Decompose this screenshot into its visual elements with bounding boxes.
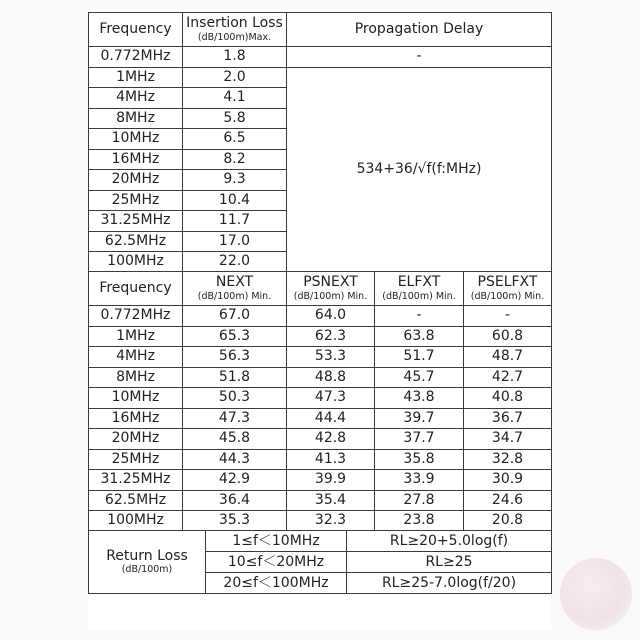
elfxt-cell: 63.8 <box>375 326 464 347</box>
frequency-cell: 25MHz <box>89 449 183 470</box>
pselfxt-cell: - <box>464 306 552 327</box>
psnext-cell: 41.3 <box>287 449 375 470</box>
pselfxt-cell: 48.7 <box>464 347 552 368</box>
return-loss-value-cell: RL≥25-7.0log(f/20) <box>347 573 552 594</box>
elfxt-cell: - <box>375 306 464 327</box>
return-loss-label: Return Loss (dB/100m) <box>89 531 206 594</box>
next-cell: 47.3 <box>183 408 287 429</box>
pselfxt-cell: 36.7 <box>464 408 552 429</box>
table-row <box>89 408 552 429</box>
frequency-cell: 100MHz <box>89 511 183 532</box>
spec-sheet <box>88 12 551 630</box>
next-unit: (dB/100m) Min. <box>197 290 272 302</box>
frequency-cell: 16MHz <box>89 149 183 170</box>
pselfxt-cell: 34.7 <box>464 429 552 450</box>
frequency-cell: 16MHz <box>89 408 183 429</box>
next-cell: 56.3 <box>183 347 287 368</box>
next-cell: 44.3 <box>183 449 287 470</box>
next-cell: 67.0 <box>183 306 287 327</box>
frequency-header: Frequency <box>89 13 183 47</box>
table-row <box>89 388 552 409</box>
pselfxt-cell: 32.8 <box>464 449 552 470</box>
next-cell: 36.4 <box>183 490 287 511</box>
table-row <box>89 429 552 450</box>
table-row <box>89 449 552 470</box>
insertion-loss-cell: 4.1 <box>183 88 287 109</box>
frequency-cell: 1MHz <box>89 67 183 88</box>
next-cell: 45.8 <box>183 429 287 450</box>
return-loss-unit: (dB/100m) <box>121 564 173 576</box>
table-row <box>89 347 552 368</box>
psnext-cell: 62.3 <box>287 326 375 347</box>
table1-header-row <box>89 13 552 47</box>
pselfxt-unit: (dB/100m) Min. <box>470 290 545 302</box>
psnext-cell: 47.3 <box>287 388 375 409</box>
table2-header-row <box>89 272 552 306</box>
elfxt-header: ELFXT (dB/100m) Min. <box>375 272 464 306</box>
frequency-header: Frequency <box>89 272 183 306</box>
table-row <box>89 326 552 347</box>
frequency-cell: 10MHz <box>89 129 183 150</box>
pselfxt-cell: 20.8 <box>464 511 552 532</box>
frequency-range-cell: 10≤f＜20MHz <box>206 552 347 573</box>
table-row <box>89 470 552 491</box>
insertion-loss-cell: 5.8 <box>183 108 287 129</box>
next-cell: 51.8 <box>183 367 287 388</box>
elfxt-cell: 51.7 <box>375 347 464 368</box>
frequency-cell: 25MHz <box>89 190 183 211</box>
pselfxt-cell: 24.6 <box>464 490 552 511</box>
frequency-cell: 4MHz <box>89 88 183 109</box>
insertion-loss-cell: 10.4 <box>183 190 287 211</box>
insertion-loss-cell: 9.3 <box>183 170 287 191</box>
psnext-cell: 39.9 <box>287 470 375 491</box>
table-row <box>89 511 552 532</box>
frequency-cell: 20MHz <box>89 429 183 450</box>
frequency-cell: 4MHz <box>89 347 183 368</box>
insertion-loss-cell: 1.8 <box>183 47 287 68</box>
psnext-cell: 44.4 <box>287 408 375 429</box>
psnext-header: PSNEXT (dB/100m) Min. <box>287 272 375 306</box>
elfxt-cell: 23.8 <box>375 511 464 532</box>
elfxt-cell: 45.7 <box>375 367 464 388</box>
frequency-cell: 8MHz <box>89 108 183 129</box>
psnext-cell: 53.3 <box>287 347 375 368</box>
crosstalk-table <box>88 271 552 532</box>
insertion-loss-cell: 8.2 <box>183 149 287 170</box>
elfxt-cell: 39.7 <box>375 408 464 429</box>
pselfxt-cell: 42.7 <box>464 367 552 388</box>
psnext-cell: 64.0 <box>287 306 375 327</box>
return-loss-value-cell: RL≥20+5.0log(f) <box>347 531 552 552</box>
return-loss-table <box>88 530 552 594</box>
next-cell: 35.3 <box>183 511 287 532</box>
elfxt-cell: 35.8 <box>375 449 464 470</box>
elfxt-cell: 27.8 <box>375 490 464 511</box>
elfxt-cell: 37.7 <box>375 429 464 450</box>
psnext-cell: 35.4 <box>287 490 375 511</box>
return-loss-value-cell: RL≥25 <box>347 552 552 573</box>
frequency-cell: 62.5MHz <box>89 231 183 252</box>
psnext-cell: 42.8 <box>287 429 375 450</box>
elfxt-cell: 43.8 <box>375 388 464 409</box>
insertion-loss-header: Insertion Loss (dB/100m)Max. <box>183 13 287 47</box>
watermark-logo <box>560 558 632 630</box>
insertion-loss-cell: 2.0 <box>183 67 287 88</box>
frequency-cell: 100MHz <box>89 252 183 273</box>
next-cell: 50.3 <box>183 388 287 409</box>
frequency-cell: 0.772MHz <box>89 47 183 68</box>
psnext-cell: 32.3 <box>287 511 375 532</box>
frequency-cell: 8MHz <box>89 367 183 388</box>
table-row <box>89 47 552 68</box>
insertion-loss-unit: (dB/100m)Max. <box>197 31 272 43</box>
table-row <box>89 67 552 88</box>
next-header: NEXT (dB/100m) Min. <box>183 272 287 306</box>
psnext-unit: (dB/100m) Min. <box>293 290 368 302</box>
pselfxt-cell: 40.8 <box>464 388 552 409</box>
table-row <box>89 490 552 511</box>
table-row <box>89 367 552 388</box>
table-row <box>89 306 552 327</box>
frequency-cell: 62.5MHz <box>89 490 183 511</box>
propagation-delay-cell: - <box>287 47 552 68</box>
insertion-loss-table <box>88 12 552 273</box>
frequency-cell: 10MHz <box>89 388 183 409</box>
psnext-cell: 48.8 <box>287 367 375 388</box>
frequency-cell: 20MHz <box>89 170 183 191</box>
pselfxt-cell: 30.9 <box>464 470 552 491</box>
frequency-cell: 0.772MHz <box>89 306 183 327</box>
frequency-range-cell: 20≤f＜100MHz <box>206 573 347 594</box>
next-cell: 42.9 <box>183 470 287 491</box>
frequency-cell: 1MHz <box>89 326 183 347</box>
next-cell: 65.3 <box>183 326 287 347</box>
frequency-cell: 31.25MHz <box>89 211 183 232</box>
frequency-range-cell: 1≤f＜10MHz <box>206 531 347 552</box>
insertion-loss-cell: 17.0 <box>183 231 287 252</box>
table-row <box>89 531 552 552</box>
propagation-delay-header: Propagation Delay <box>287 13 552 47</box>
frequency-cell: 31.25MHz <box>89 470 183 491</box>
insertion-loss-cell: 11.7 <box>183 211 287 232</box>
insertion-loss-cell: 22.0 <box>183 252 287 273</box>
elfxt-unit: (dB/100m) Min. <box>382 290 456 302</box>
propagation-delay-formula: 534+36/√f(f:MHz) <box>287 67 552 272</box>
elfxt-cell: 33.9 <box>375 470 464 491</box>
pselfxt-header: PSELFXT (dB/100m) Min. <box>464 272 552 306</box>
pselfxt-cell: 60.8 <box>464 326 552 347</box>
insertion-loss-cell: 6.5 <box>183 129 287 150</box>
